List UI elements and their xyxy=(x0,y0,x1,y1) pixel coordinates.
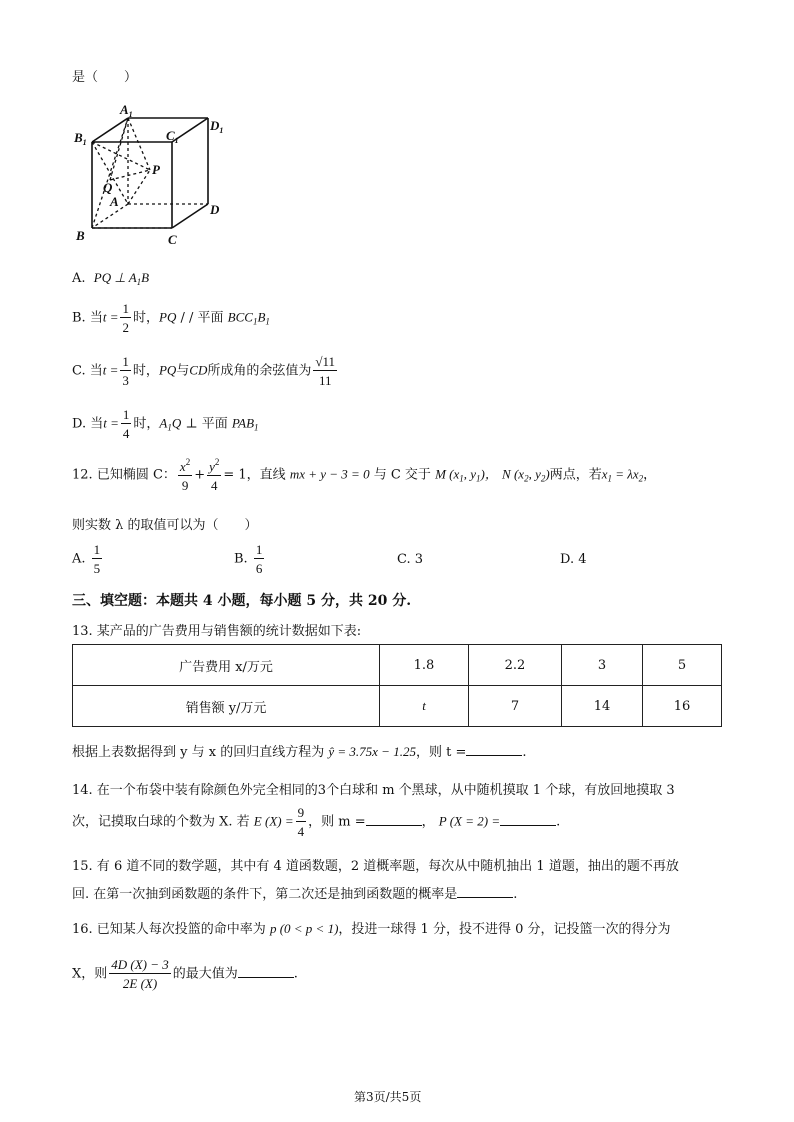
cube-figure xyxy=(70,100,230,250)
q12-option-c: C. 3 xyxy=(397,552,424,567)
q13-followup: 根据上表数据得到 y 与 x 的回归直线方程为 ŷ = 3.75x − 1.25，则 t = . xyxy=(72,744,527,760)
answer-blank[interactable] xyxy=(466,743,522,756)
table-cell: 广告费用 x/万元 xyxy=(73,645,380,686)
table-cell: 5 xyxy=(643,645,722,686)
label-d1: $D_1$ xyxy=(210,118,224,135)
table-cell: 1.8 xyxy=(380,645,469,686)
q12-stem: 12. 已知椭圆 C： $\frac{x^2}{9}$ + $\frac{y^2}{4}$ = 1，直线 mx + y − 3 = 0 与 C 交于 M ($x_1$, $y_1$)， N ($x_2$, $y_2$)两点，若$x_1 = \lambda x_2$， xyxy=(72,457,657,493)
table-row xyxy=(73,686,722,727)
q15-line2: 回. 在第一次抽到函数题的条件下，第二次还是抽到函数题的概率是 . xyxy=(72,887,518,902)
label-c1: $C_1$ xyxy=(166,128,179,145)
q11-option-d: D. 当t = $\frac{1}{4}$ 时，$A_1Q$ ⊥ 平面 $PAB_1$ xyxy=(72,407,259,441)
q12-line2: 则实数 λ 的取值可以为（ ） xyxy=(72,518,258,533)
table-cell: 3 xyxy=(562,645,643,686)
table-row xyxy=(73,645,722,686)
q12-option-b: B. $\frac{1}{6}$ xyxy=(234,542,263,576)
q11-option-b: B. 当t = $\frac{1}{2}$ 时，PQ / / 平面 $BCC_1B_1$ xyxy=(72,301,270,335)
q11-option-c: C. 当t = $\frac{1}{3}$ 时，PQ与CD所成角的余弦值为 $\frac{√11}{11}$ xyxy=(72,354,336,388)
table-cell: 16 xyxy=(643,686,722,727)
question-tail: 是（ ） xyxy=(72,70,138,85)
answer-blank[interactable] xyxy=(457,885,513,898)
table-cell: t xyxy=(380,686,469,727)
label-a: A xyxy=(110,194,119,209)
q11-option-a: A. PQ ⊥ $A_1B$ xyxy=(72,270,150,287)
q16-line2: X，则 $\frac{4D (X) - 3}{2E (X)}$ 的最大值为 . xyxy=(72,957,298,991)
answer-blank[interactable] xyxy=(238,965,294,978)
label-b1: $B_1$ xyxy=(74,130,87,147)
page-footer: 第3页/共5页 xyxy=(354,1090,422,1104)
q16-line1: 16. 已知某人每次投篮的命中率为 p (0 < p < 1)，投进一球得 1 分，投不进得 0 分，记投篮一次的得分为 xyxy=(72,921,671,937)
table-cell: 7 xyxy=(469,686,562,727)
stat-table xyxy=(72,644,722,727)
label-c: C xyxy=(168,232,177,247)
label-q: Q xyxy=(103,180,113,195)
label-b: B xyxy=(76,228,85,243)
label-d: D xyxy=(210,202,220,217)
q15-line1: 15. 有 6 道不同的数学题，其中有 4 道函数题，2 道概率题，每次从中随机抽出 1 道题，抽出的题不再放 xyxy=(72,859,679,874)
label-a1: $A_1$ xyxy=(120,102,133,119)
q12-option-d: D. 4 xyxy=(560,552,587,567)
answer-blank[interactable] xyxy=(366,813,422,826)
q14-line2: 次，记摸取白球的个数为 X. 若 E (X) = $\frac{9}{4}$ ，则 m = ， P (X = 2) = . xyxy=(72,805,561,839)
section-heading: 三、填空题：本题共 4 小题，每小题 5 分，共 20 分. xyxy=(72,593,412,609)
q13-stem: 13. 某产品的广告费用与销售额的统计数据如下表: xyxy=(72,624,362,639)
label-p: P xyxy=(152,162,160,177)
table-cell: 2.2 xyxy=(469,645,562,686)
table-cell: 14 xyxy=(562,686,643,727)
table-cell: 销售额 y/万元 xyxy=(73,686,380,727)
answer-blank[interactable] xyxy=(500,813,556,826)
q12-option-a: A. $\frac{1}{5}$ xyxy=(72,542,101,576)
q14-line1: 14. 在一个布袋中装有除颜色外完全相同的3个白球和 m 个黑球，从中随机摸取 1 个球，有放回地摸取 3 xyxy=(72,783,675,798)
